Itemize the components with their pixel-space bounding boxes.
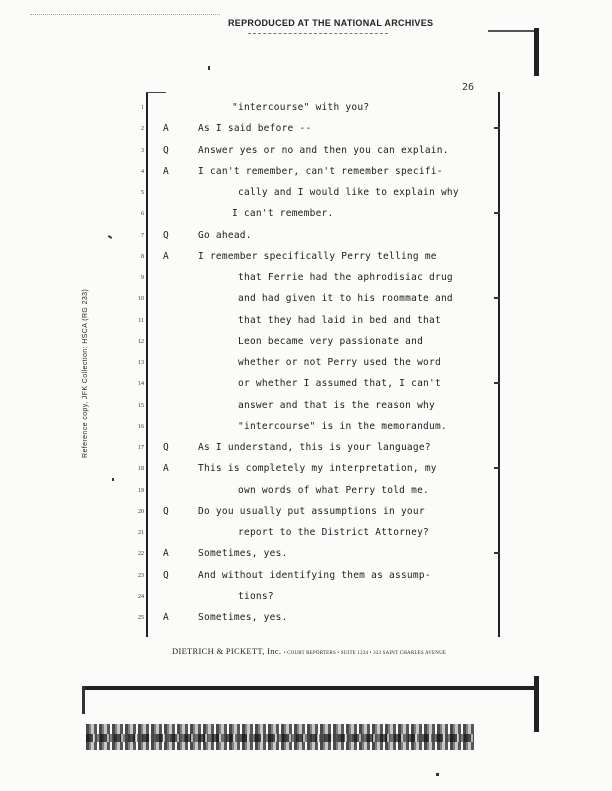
speaker-label: A: [163, 250, 169, 262]
line-text: This is completely my interpretation, my: [198, 463, 437, 475]
speaker-label: A: [163, 123, 169, 135]
line-number: 7: [141, 232, 144, 239]
lower-right-bracket: [534, 676, 539, 732]
footer-firm-name: DIETRICH & PICKETT, Inc.: [172, 646, 282, 656]
transcript-line: [0, 270, 612, 290]
transcript-line: [0, 355, 612, 375]
line-text: Go ahead.: [198, 229, 252, 241]
line-number: 14: [138, 381, 144, 388]
speaker-label: A: [163, 548, 169, 560]
line-number: 12: [138, 338, 144, 345]
line-number: 3: [141, 147, 144, 154]
right-edge-mark: [534, 28, 539, 76]
speaker-label: A: [163, 612, 169, 623]
footer: [172, 646, 446, 656]
line-number: 25: [138, 615, 144, 621]
line-number: 20: [138, 508, 144, 515]
transcript-line: [0, 249, 612, 269]
footer-details: • COURT REPORTERS • SUITE 1224 • 333 SAINT CHARLES AVENUE: [283, 651, 447, 656]
line-text: As I understand, this is your language?: [198, 442, 431, 453]
margin-tick: [494, 552, 500, 554]
line-number: 16: [138, 423, 144, 430]
line-text: I can't remember, can't remember specifi-: [198, 165, 443, 177]
transcript-line: [0, 461, 612, 481]
speaker-label: Q: [163, 442, 169, 453]
top-dotted-rule: [30, 14, 220, 16]
scan-speck: [436, 773, 439, 776]
line-text: Leon became very passionate and: [238, 335, 424, 347]
margin-tick: [494, 297, 500, 299]
transcript-line: [0, 504, 612, 524]
right-edge-line: [488, 30, 536, 32]
line-number: 2: [141, 126, 144, 133]
scan-speck: [208, 66, 210, 70]
stamp-underline: [248, 33, 388, 36]
frame-top-tick: [146, 92, 166, 93]
speaker-label: A: [163, 165, 169, 177]
transcript-line: [0, 313, 612, 333]
line-text: As I said before --: [198, 123, 312, 135]
speaker-label: Q: [163, 569, 169, 581]
margin-tick: [494, 467, 500, 469]
line-text: "intercourse" with you?: [232, 102, 370, 113]
side-notation: Reference copy, JFK Collection: HSCA (RG 233): [82, 288, 89, 458]
transcript-line: [0, 143, 612, 163]
transcript-line: [0, 164, 612, 184]
line-number: 5: [141, 190, 144, 196]
line-text: whether or not Perry used the word: [238, 357, 441, 368]
margin-tick: [494, 382, 500, 384]
line-number: 18: [138, 466, 144, 473]
line-number: 11: [138, 317, 144, 324]
transcript-line: [0, 568, 612, 588]
transcript-line: [0, 376, 612, 396]
transcript-line: [0, 121, 612, 141]
line-text: report to the District Attorney?: [238, 527, 430, 538]
line-text: Sometimes, yes.: [198, 612, 288, 623]
line-text: own words of what Perry told me.: [238, 484, 430, 496]
line-text: or whether I assumed that, I can't: [238, 378, 441, 390]
line-text: Answer yes or no and then you can explain.: [198, 144, 449, 156]
scan-speck: [112, 478, 114, 481]
transcript-line: [0, 419, 612, 439]
transcript-line: [0, 206, 612, 226]
line-number: 19: [138, 487, 144, 494]
transcript-line: [0, 334, 612, 354]
line-text: "intercourse" is in the memorandum.: [238, 420, 447, 432]
line-number: 10: [138, 296, 144, 303]
line-text: I remember specifically Perry telling me: [198, 250, 437, 262]
speaker-label: Q: [163, 144, 169, 156]
speaker-label: A: [163, 463, 169, 475]
page-number: 26: [462, 82, 475, 93]
line-number: 4: [141, 168, 144, 175]
line-number: 9: [141, 275, 144, 281]
line-number: 13: [138, 360, 144, 366]
transcript-line: [0, 291, 612, 311]
scan-noise-band-dark: [86, 734, 474, 742]
line-number: 6: [141, 211, 144, 218]
transcript-line: [0, 185, 612, 205]
transcript-line: [0, 546, 612, 566]
line-text: cally and I would like to explain why: [238, 187, 459, 198]
line-text: that Ferrie had the aphrodisiac drug: [238, 272, 453, 283]
transcript-line: [0, 398, 612, 418]
line-number: 21: [138, 530, 144, 536]
archives-stamp: REPRODUCED AT THE NATIONAL ARCHIVES: [228, 18, 434, 28]
line-text: And without identifying them as assump-: [198, 569, 431, 581]
line-number: 23: [138, 572, 144, 579]
lower-black-rule: [82, 686, 537, 690]
transcript-line: [0, 610, 612, 630]
line-text: Do you usually put assumptions in your: [198, 505, 425, 517]
transcript-line: [0, 228, 612, 248]
line-text: Sometimes, yes.: [198, 548, 288, 560]
lower-rule-left-edge: [82, 686, 85, 714]
line-text: and had given it to his roommate and: [238, 293, 453, 305]
transcript-line: [0, 525, 612, 545]
line-number: 15: [138, 402, 144, 409]
margin-tick: [494, 212, 500, 214]
line-number: 1: [141, 105, 144, 111]
speaker-label: Q: [163, 505, 169, 517]
line-text: that they had laid in bed and that: [238, 314, 441, 326]
line-number: 24: [138, 593, 144, 600]
line-text: I can't remember.: [232, 208, 334, 220]
speaker-label: Q: [163, 229, 169, 241]
line-text: tions?: [238, 590, 274, 602]
margin-tick: [494, 127, 500, 129]
transcript-line: [0, 100, 612, 120]
transcript-line: [0, 440, 612, 460]
transcript-line: [0, 589, 612, 609]
line-number: 17: [138, 445, 144, 451]
line-text: answer and that is the reason why: [238, 399, 435, 411]
transcript-line: [0, 483, 612, 503]
line-number: 22: [138, 551, 144, 558]
line-number: 8: [141, 253, 144, 260]
